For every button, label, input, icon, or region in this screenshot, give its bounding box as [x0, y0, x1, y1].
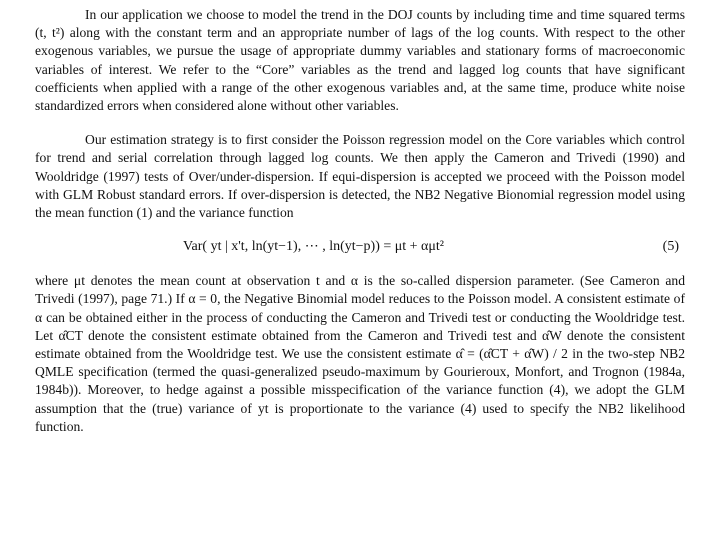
paragraph-estimation-strategy: Our estimation strategy is to first consider the Poisson regression model on the Core variables which control for trend and serial correlation through lagged log counts. We then apply the Cameron and Trivedi (1990) and Wooldridge (1997) tests of Over/under-dispersion. If equi-dispersion is accepted we proceed with the Poisson model with GLM Robust standard errors. If over-dispersion is detected, the NB2 Negative Bionomial regression model using the mean function (1) and the variance function [35, 132, 685, 221]
paragraph-dispersion-parameter: where μt denotes the mean count at observation t and α is the so-called dispersion parameter. (See Cameron and Trivedi (1997), page 71.) If α = 0, the Negative Binomial model reduces to the Poisson model. A consistent estimate of α can be obtained either in the process of conducting the Cameron and Trivedi test or conducting the Wooldridge test. Let α̂CT denote the consistent estimate obtained from the Cameron and Trivedi test and α̂W denote the consistent estimate obtained from the Wooldridge test. We use the consistent estimate α̂ = (α̂CT + α̂W) / 2 in the two-step NB2 QMLE specification (termed the quasi-generalized pseudo-maximum by Gourieroux, Monfort, and Trognon (1984a, 1984b)). Moreover, to hedge against a possible misspecification of the variance function (4), we adopt the GLM assumption that the (true) variance of yt is proportionate to the variance (4) used to specify the NB2 likelihood function. [35, 273, 685, 434]
paragraph-trend-model: In our application we choose to model the trend in the DOJ counts by including time and time squared terms (t, t²) along with the constant term and an appropriate number of lags of the log counts. With respect to the other exogenous variables, we pursue the usage of appropriate dummy variables and stationary forms of macroeconomic variables of interest. We refer to the “Core” variables as the trend and lagged log counts that have significant coefficients when applied with a range of the other exogenous variables and, at the same time, produce white noise standardized errors when considered alone without other variables. [35, 7, 685, 114]
equation-body: Var( yt | x't, ln(yt−1), ⋯ , ln(yt−p)) = μt + αμt² [183, 239, 444, 255]
document-page [35, 6, 685, 436]
equation-variance-function [35, 230, 685, 264]
equation-number: (5) [662, 239, 679, 255]
